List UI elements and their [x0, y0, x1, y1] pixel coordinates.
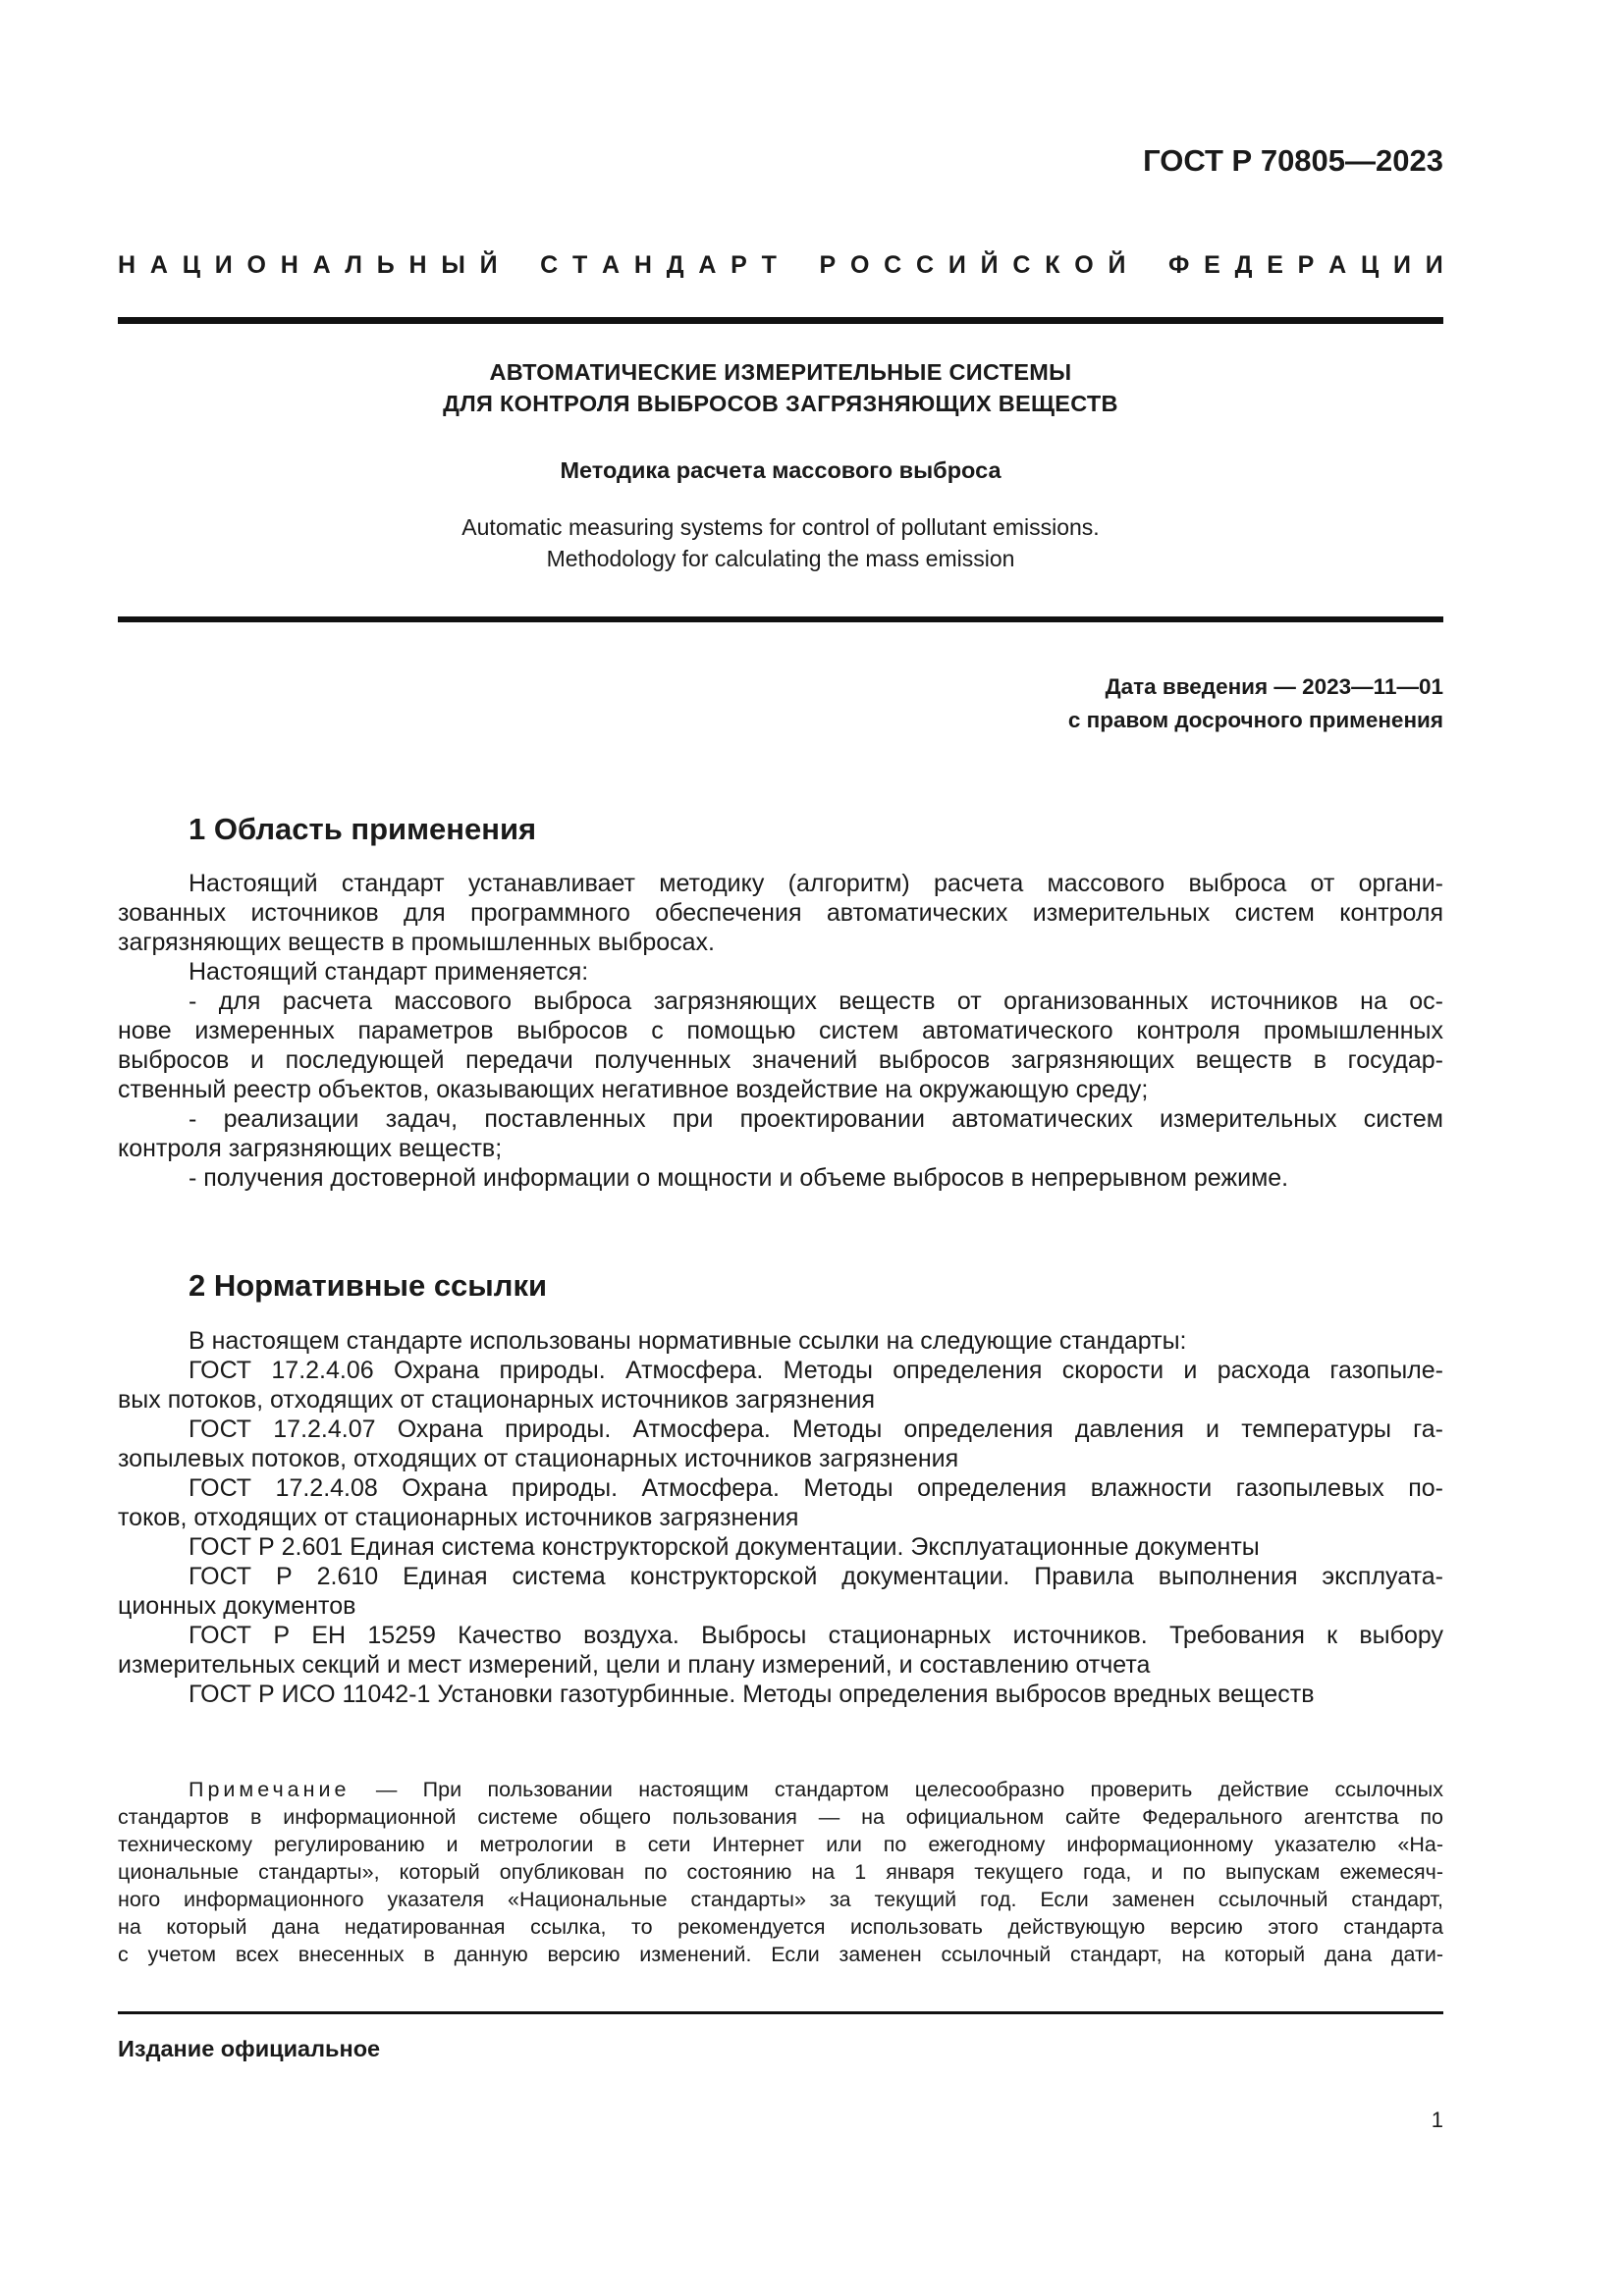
- body-line: Настоящий стандарт применяется:: [189, 958, 589, 986]
- note-label: Примечание: [189, 1778, 351, 1801]
- body-line: ГОСТ Р ИСО 11042-1 Установки газотурбинные. Методы определения выбросов вредных веществ: [189, 1681, 1315, 1708]
- section-2-heading: 2 Нормативные ссылки: [189, 1268, 548, 1303]
- body-line: измерительных секций и мест измерений, цели и плану измерений, и составлению отчета: [118, 1651, 1151, 1679]
- banner-letter: С: [1012, 251, 1031, 279]
- body-line: ГОСТ 17.2.4.06 Охрана природы. Атмосфера. Методы определения скорости и расхода газопыле-: [189, 1357, 1443, 1384]
- note-first-line-text: — При пользовании настоящим стандартом целесообразно проверить действие ссылочных: [350, 1778, 1443, 1801]
- banner-letter: И: [214, 251, 233, 279]
- banner-letter: Н: [118, 251, 136, 279]
- banner-letter: Ь: [376, 251, 395, 279]
- banner-gap: [512, 251, 525, 280]
- body-line: выбросов и последующей передачи полученных значений выбросов загрязняющих веществ в государ-: [118, 1046, 1443, 1074]
- banner-letter: И: [947, 251, 966, 279]
- banner-letter: Ц: [1360, 251, 1380, 279]
- banner-letter: И: [1425, 251, 1443, 279]
- banner-letter: Й: [980, 251, 999, 279]
- banner-letter: А: [602, 251, 621, 279]
- banner-letter: Ф: [1168, 251, 1190, 279]
- section-2-body: [118, 1326, 1443, 1709]
- introduction-date: [1068, 670, 1443, 737]
- banner-letter: С: [540, 251, 559, 279]
- banner-letter: Р: [731, 251, 747, 279]
- note-block: [118, 1776, 1443, 1968]
- document-number: ГОСТ Р 70805—2023: [1143, 143, 1443, 178]
- body-line: на который дана недатированная ссылка, то рекомендуется использовать действующую версию этого стандарта: [118, 1915, 1443, 1939]
- banner-letter: С: [916, 251, 935, 279]
- intro-date-line: Дата введения — 2023—11—01: [1105, 674, 1443, 699]
- body-line: загрязняющих веществ в промышленных выбросах.: [118, 929, 715, 956]
- body-line: токов, отходящих от стационарных источников загрязнения: [118, 1504, 799, 1531]
- banner-letter: С: [884, 251, 902, 279]
- banner-letter: Р: [819, 251, 837, 279]
- banner-letter: Л: [345, 251, 362, 279]
- body-line: ГОСТ Р 2.610 Единая система конструкторской документации. Правила выполнения эксплуата-: [189, 1563, 1443, 1590]
- banner-letter: О: [849, 251, 870, 279]
- body-line: - для расчета массового выброса загрязняющих веществ от организованных источников на ос-: [189, 988, 1443, 1015]
- banner-letter: Т: [571, 251, 588, 279]
- standard-banner: [118, 251, 1443, 280]
- body-line: стандартов в информационной системе общего пользования — на официальном сайте Федерального агентства по: [118, 1805, 1443, 1829]
- banner-letter: Н: [633, 251, 652, 279]
- body-line: нове измеренных параметров выбросов с помощью систем автоматического контроля промышленных: [118, 1017, 1443, 1044]
- body-line: Настоящий стандарт устанавливает методику (алгоритм) расчета массового выброса от органи-: [189, 870, 1443, 897]
- section-1-body: [118, 869, 1443, 1193]
- body-line: ного информационного указателя «Национальные стандарты» за текущий год. Если заменен ссылочный стандарт,: [118, 1888, 1443, 1911]
- banner-letter: А: [312, 251, 331, 279]
- banner-letter: Й: [479, 251, 498, 279]
- banner-letter: Н: [280, 251, 298, 279]
- banner-letter: О: [246, 251, 266, 279]
- banner-letter: Е: [1267, 251, 1283, 279]
- body-line: зопылевых потоков, отходящих от стационарных источников загрязнения: [118, 1445, 959, 1472]
- body-line: с учетом всех внесенных в данную версию изменений. Если заменен ссылочный стандарт, на который дана дати-: [118, 1943, 1443, 1966]
- body-line: ГОСТ 17.2.4.07 Охрана природы. Атмосфера. Методы определения давления и температуры га-: [189, 1415, 1443, 1443]
- body-line: контроля загрязняющих веществ;: [118, 1135, 503, 1162]
- banner-gap: [791, 251, 805, 280]
- banner-letter: Н: [408, 251, 427, 279]
- body-line: зованных источников для программного обеспечения автоматических измерительных систем контроля: [118, 899, 1443, 927]
- banner-letter: О: [1074, 251, 1094, 279]
- early-application-line: с правом досрочного применения: [1067, 708, 1443, 732]
- page-number: 1: [1431, 2108, 1443, 2132]
- banner-letter: Й: [1108, 251, 1126, 279]
- banner-letter: Д: [666, 251, 684, 279]
- banner-letter: Д: [1234, 251, 1253, 279]
- body-line: вых потоков, отходящих от стационарных источников загрязнения: [118, 1386, 876, 1414]
- body-line: ГОСТ 17.2.4.08 Охрана природы. Атмосфера. Методы определения влажности газопылевых по-: [189, 1474, 1443, 1502]
- banner-letter: Е: [1204, 251, 1220, 279]
- body-line: В настоящем стандарте использованы нормативные ссылки на следующие стандарты:: [189, 1327, 1187, 1355]
- banner-gap: [1140, 251, 1154, 280]
- banner-letter: Т: [761, 251, 777, 279]
- body-line: техническому регулированию и метрологии в сети Интернет или по ежегодному информационному указателю «На-: [118, 1833, 1443, 1856]
- english-title-line-1: Automatic measuring systems for control of pollutant emissions.: [461, 514, 1100, 540]
- body-line: ственный реестр объектов, оказывающих негативное воздействие на окружающую среду;: [118, 1076, 1149, 1103]
- top-rule: [118, 317, 1443, 324]
- banner-letter: К: [1045, 251, 1060, 279]
- banner-letter: Р: [1297, 251, 1315, 279]
- body-line: ГОСТ Р 2.601 Единая система конструкторской документации. Эксплуатационные документы: [189, 1533, 1260, 1561]
- official-edition-label: Издание официальное: [118, 2036, 381, 2061]
- banner-letter: А: [1328, 251, 1347, 279]
- body-line: - реализации задач, поставленных при проектировании автоматических измерительных систем: [189, 1105, 1443, 1133]
- body-line: ционных документов: [118, 1592, 356, 1620]
- body-line: - получения достоверной информации о мощности и объеме выбросов в непрерывном режиме.: [189, 1164, 1289, 1192]
- bottom-rule: [118, 2011, 1443, 2014]
- banner-letter: Ц: [182, 251, 200, 279]
- subtitle: Методика расчета массового выброса: [560, 457, 1001, 483]
- title-line-1: АВТОМАТИЧЕСКИЕ ИЗМЕРИТЕЛЬНЫЕ СИСТЕМЫ: [489, 359, 1072, 385]
- banner-letter: И: [1393, 251, 1411, 279]
- banner-letter: А: [698, 251, 717, 279]
- title-line-2: ДЛЯ КОНТРОЛЯ ВЫБРОСОВ ЗАГРЯЗНЯЮЩИХ ВЕЩЕСТВ: [443, 391, 1118, 416]
- note-first-line: [118, 1776, 1443, 1803]
- banner-letter: А: [149, 251, 168, 279]
- middle-rule: [118, 616, 1443, 622]
- body-line: циональные стандарты», который опубликован по состоянию на 1 января текущего года, и по выпускам ежемесяч-: [118, 1860, 1443, 1884]
- english-title-line-2: Methodology for calculating the mass emission: [546, 546, 1015, 571]
- banner-letter: Ы: [441, 251, 465, 279]
- body-line: ГОСТ Р ЕН 15259 Качество воздуха. Выбросы стационарных источников. Требования к выбору: [189, 1622, 1443, 1649]
- section-1-heading: 1 Область применения: [189, 812, 537, 846]
- note-lines: [118, 1803, 1443, 1968]
